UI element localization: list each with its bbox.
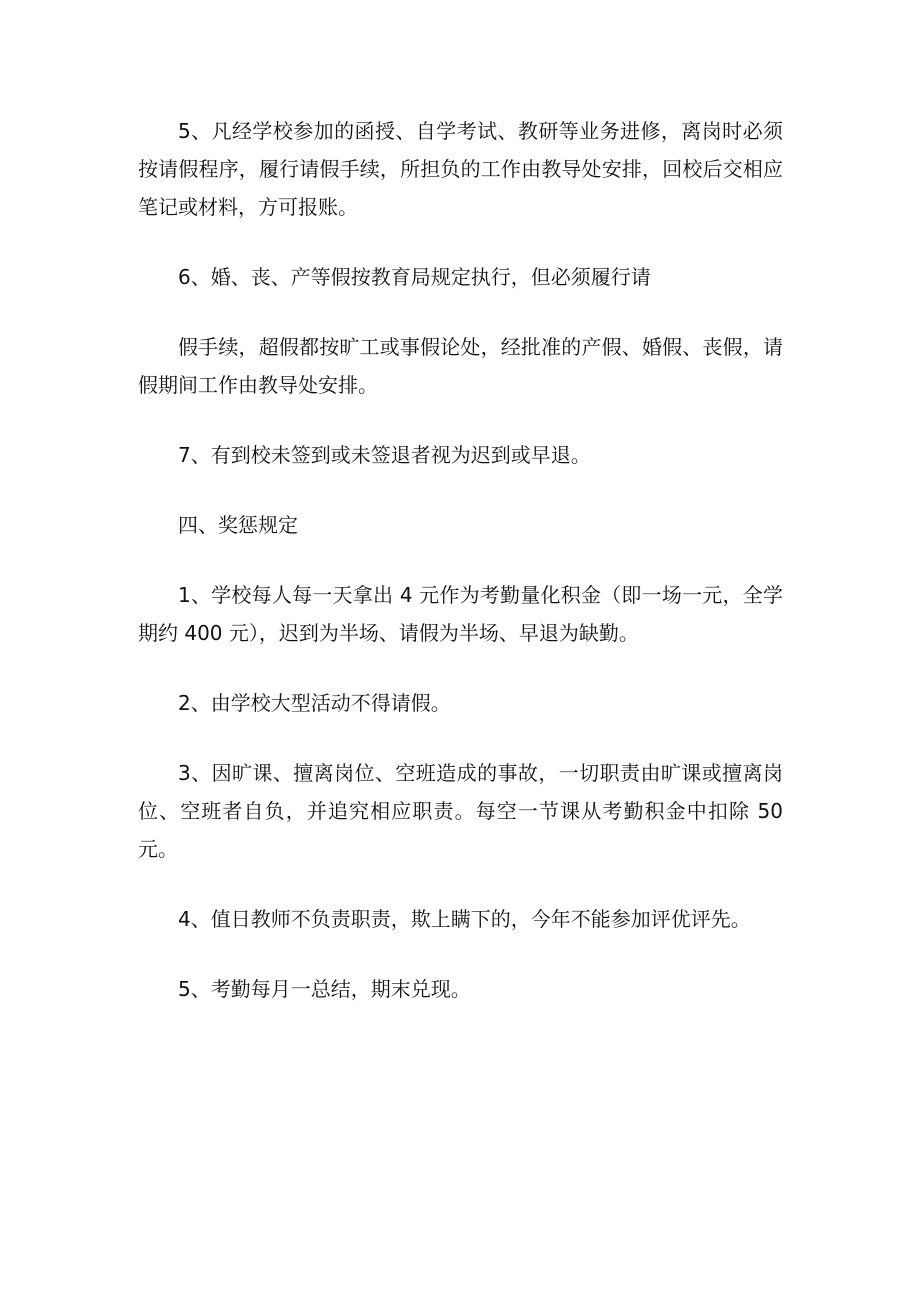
paragraph-duty-teacher: 4、值日教师不负责职责，欺上瞒下的，今年不能参加评优评先。: [178, 907, 751, 931]
document-body: [138, 112, 783, 1008]
paragraph-absence-liability: 3、因旷课、擅离岗位、空班造成的事故，一切职责由旷课或擅离岗位、空班者自负，并追究相应职责。每空一节课从考勤积金中扣除 50 元。: [138, 761, 783, 861]
paragraph-leave-procedure: 假手续，超假都按旷工或事假论处，经批准的产假、婚假、丧假，请假期间工作由教导处安排。: [138, 335, 783, 397]
paragraph-marriage-leave: 6、婚、丧、产等假按教育局规定执行，但必须履行请: [178, 265, 651, 289]
paragraph-study-leave: 5、凡经学校参加的函授、自学考试、教研等业务进修，离岗时必须按请假程序，履行请假手续，所担负的工作由教导处安排，回校后交相应笔记或材料，方可报账。: [138, 119, 783, 219]
paragraph-no-leave-events: 2、由学校大型活动不得请假。: [178, 691, 451, 715]
paragraph-sign-in: 7、有到校未签到或未签退者视为迟到或早退。: [178, 443, 591, 467]
paragraph-attendance-fund: 1、学校每人每一天拿出 4 元作为考勤量化积金（即一场一元，全学期约 400 元），迟到为半场、请假为半场、早退为缺勤。: [138, 583, 783, 645]
paragraph-monthly-summary: 5、考勤每月一总结，期末兑现。: [178, 977, 471, 1001]
section-heading-rewards: 四、奖惩规定: [178, 513, 298, 537]
